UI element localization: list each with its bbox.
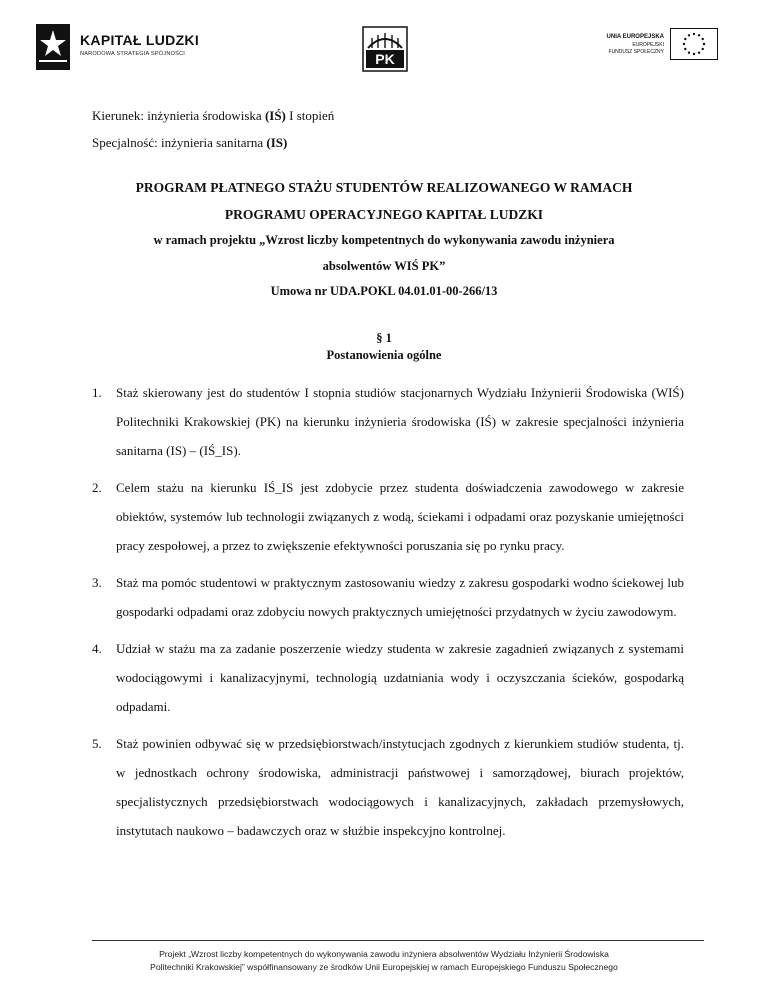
eu-line-1: UNIA EUROPEJSKA: [606, 34, 664, 40]
list-item: [92, 729, 684, 845]
list-item-number: 5.: [92, 736, 102, 751]
kierunek-level: I stopień: [289, 108, 335, 123]
provisions-list: [92, 378, 684, 853]
list-item-text: Udział w stażu ma za zadanie poszerzenie wiedzy studenta w zakresie zagadnień związanych z systemami wodociągowymi i kanalizacyjnymi, technologią uzdatniania wody i oczyszczania ścieków, gospodarką odpadami.: [116, 641, 684, 714]
pk-crest-text: PK: [375, 51, 395, 67]
kierunek-label: Kierunek: inżynieria środowiska: [92, 108, 262, 123]
title-line-4: absolwentów WIŚ PK”: [322, 259, 446, 273]
eu-flag-icon: [670, 28, 718, 60]
kierunek-line: [92, 108, 334, 124]
section-number: § 1: [376, 331, 392, 345]
list-item-number: 3.: [92, 575, 102, 590]
eu-label: [586, 33, 664, 56]
footer-line-1: Projekt „Wzrost liczby kompetentnych do wykonywania zawodu inżyniera absolwentów Wydziału Inżynierii Środowiska: [159, 949, 609, 959]
specjalnosc-line: [92, 135, 287, 151]
specjalnosc-label: Specjalność: inżynieria sanitarna: [92, 135, 264, 150]
pk-crest-logo: [362, 26, 408, 72]
title-line-1: PROGRAM PŁATNEGO STAŻU STUDENTÓW REALIZOWANEGO W RAMACH: [135, 180, 633, 195]
list-item-number: 2.: [92, 480, 102, 495]
title-line-2: PROGRAMU OPERACYJNEGO KAPITAŁ LUDZKI: [224, 207, 544, 222]
footer-divider: [92, 940, 704, 941]
list-item: [92, 568, 684, 626]
list-item-text: Staż powinien odbywać się w przedsiębiorstwach/instytucjach zgodnych z kierunkiem studiów studenta, tj. w jednostkach ochrony środowiska, administracji państwowej i samorządowej, biurach projektów, specjalistycznych przedsiębiorstwach wodociągowych i kanalizacyjnych, zakładach przemysłowych, instytutach naukowo – badawczych oraz w służbie inspekcyjno kontrolnej.: [116, 736, 684, 838]
list-item: [92, 634, 684, 721]
eu-line-3: FUNDUSZ SPOŁECZNY: [608, 49, 664, 55]
eu-line-2: EUROPEJSKI: [632, 42, 664, 48]
kapital-ludzki-logo: [36, 24, 216, 70]
section-heading: Postanowienia ogólne: [326, 348, 442, 362]
kierunek-code: (IŚ): [264, 108, 286, 123]
list-item-number: 4.: [92, 641, 102, 656]
page-footer: [0, 948, 768, 974]
specjalnosc-code: (IS): [266, 135, 288, 150]
kapital-ludzki-subtitle: NARODOWA STRATEGIA SPÓJNOŚCI: [80, 51, 186, 57]
page-header: [0, 0, 768, 80]
list-item-number: 1.: [92, 385, 102, 400]
title-line-5: Umowa nr UDA.POKL 04.01.01-00-266/13: [270, 284, 498, 298]
list-item-text: Staż skierowany jest do studentów I stopnia studiów stacjonarnych Wydziału Inżynierii Środowiska (WIŚ) Politechniki Krakowskiej (PK) na kierunku inżynieria środowiska (IŚ) w zakresie specjalności inżynieria sanitarna (IS) – (IŚ_IS).: [116, 385, 684, 458]
kapital-ludzki-title: KAPITAŁ LUDZKI: [80, 32, 200, 48]
list-item-text: Staż ma pomóc studentowi w praktycznym zastosowaniu wiedzy z zakresu gospodarki wodno ściekowej lub gospodarki odpadami oraz zdobyciu nowych praktycznych umiejętności przydatnych w życiu zawodowym.: [116, 575, 684, 619]
footer-line-2: Politechniki Krakowskiej” współfinansowany ze środków Unii Europejskiej w ramach Europejskiego Funduszu Społecznego: [150, 962, 618, 972]
kapital-ludzki-star-icon: [36, 24, 70, 70]
title-line-3: w ramach projektu „Wzrost liczby kompetentnych do wykonywania zawodu inżyniera: [153, 233, 615, 247]
list-item-text: Celem stażu na kierunku IŚ_IS jest zdobycie przez studenta doświadczenia zawodowego w zakresie obiektów, systemów lub technologii związanych z wodą, ściekami i odpadami oraz pozyskanie umiejętności pracy zespołowej, a przez to zwiększenie efektywności poruszania się po rynku pracy.: [116, 480, 684, 553]
list-item: [92, 378, 684, 465]
list-item: [92, 473, 684, 560]
